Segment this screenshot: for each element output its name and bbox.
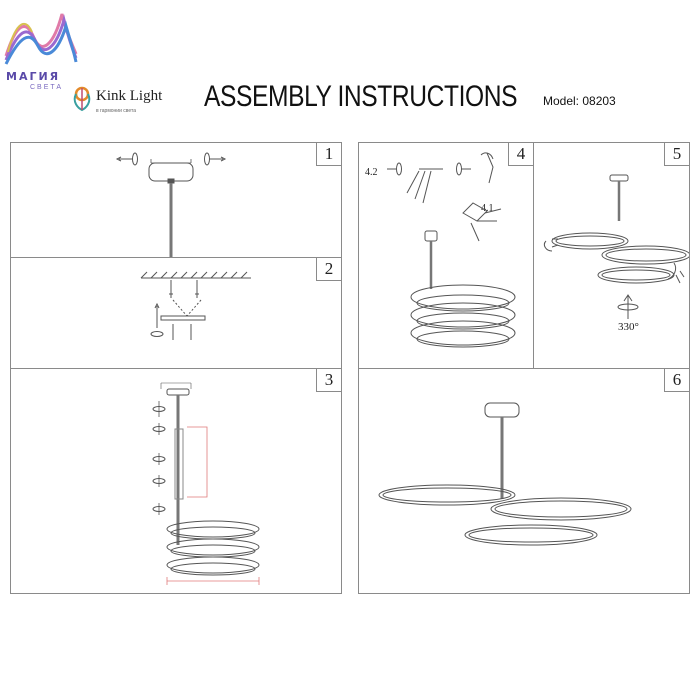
step-4-drawing xyxy=(359,143,533,368)
magia-subtitle: СВЕТА xyxy=(30,84,64,91)
kink-brand-name: Kink Light xyxy=(96,88,163,104)
kink-tagline: в гармонии света xyxy=(96,108,137,114)
step-1-drawing xyxy=(11,143,341,257)
step-2-panel xyxy=(10,257,342,369)
magia-wordmark: МАГИЯ xyxy=(6,70,61,83)
magia-wave-icon xyxy=(2,4,78,70)
step-6-panel xyxy=(358,368,690,594)
model-number: Model: 08203 xyxy=(543,94,616,108)
step-1-number: 1 xyxy=(316,143,341,166)
step-2-drawing xyxy=(11,258,341,368)
step-1-panel xyxy=(10,142,342,258)
page-title: ASSEMBLY INSTRUCTIONS xyxy=(204,80,518,113)
step-4-panel xyxy=(358,142,534,369)
kink-flower-icon xyxy=(70,84,94,112)
step-3-drawing xyxy=(11,369,341,593)
kink-light-logo xyxy=(70,84,170,116)
step-5-number: 5 xyxy=(664,143,689,166)
step-4-number: 4 xyxy=(508,143,533,166)
step-5-panel xyxy=(533,142,690,369)
step-5-drawing xyxy=(534,143,689,368)
step-2-number: 2 xyxy=(316,258,341,281)
step-4-label-4-2: 4.2 xyxy=(365,167,378,178)
step-3-panel xyxy=(10,368,342,594)
rotation-angle-label: 330° xyxy=(618,321,639,333)
step-3-number: 3 xyxy=(316,369,341,392)
step-4-label-4-1: 4.1 xyxy=(481,203,494,214)
instruction-sheet xyxy=(0,128,700,608)
step-6-number: 6 xyxy=(664,369,689,392)
magia-sveta-logo xyxy=(0,4,80,90)
step-6-drawing xyxy=(359,369,689,593)
